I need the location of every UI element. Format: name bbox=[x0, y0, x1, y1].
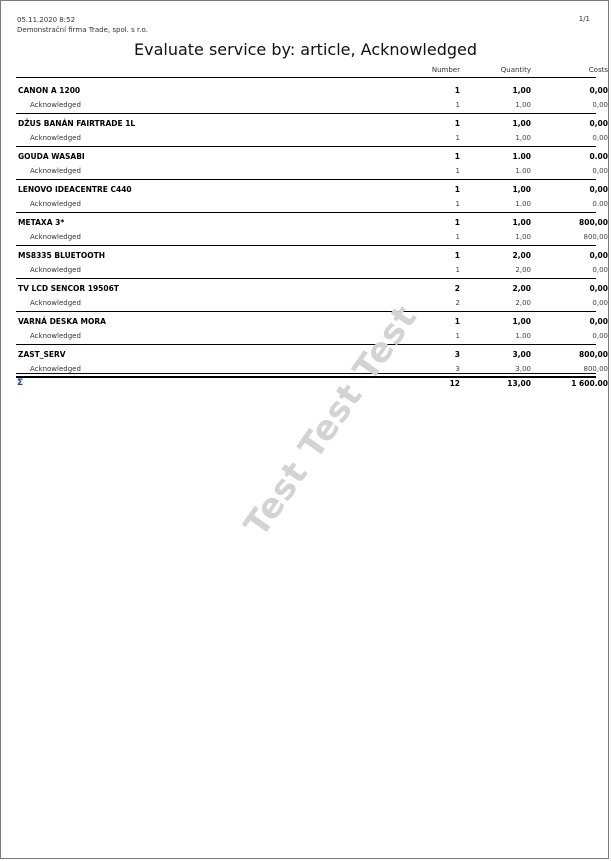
report-title: Evaluate service by: article, Acknowledged bbox=[133, 40, 477, 59]
article-costs: 0,00 bbox=[589, 185, 608, 194]
article-number: 1 bbox=[454, 251, 460, 260]
column-quantity: Quantity bbox=[500, 66, 531, 74]
article-group bbox=[16, 313, 608, 346]
article-number: 3 bbox=[454, 350, 460, 359]
article-quantity: 1,00 bbox=[512, 218, 531, 227]
status-label: Acknowledged bbox=[30, 134, 81, 142]
article-quantity: 1,00 bbox=[512, 317, 531, 326]
article-group bbox=[16, 247, 608, 280]
status-number: 1 bbox=[455, 134, 460, 142]
article-group bbox=[16, 82, 608, 115]
article-name: DŽUS BANÁN FAIRTRADE 1L bbox=[18, 119, 136, 128]
status-row bbox=[16, 231, 608, 246]
article-costs: 800,00 bbox=[579, 218, 608, 227]
article-quantity: 1,00 bbox=[512, 119, 531, 128]
article-row bbox=[16, 148, 608, 165]
status-row bbox=[16, 99, 608, 114]
status-label: Acknowledged bbox=[30, 365, 81, 373]
company-name: Demonstrační firma Trade, spol. s r.o. bbox=[17, 26, 148, 34]
status-quantity: 1.00 bbox=[515, 167, 531, 175]
status-costs: 0,00 bbox=[592, 101, 608, 109]
column-costs: Costs bbox=[588, 66, 608, 74]
article-row bbox=[16, 346, 608, 363]
status-number: 1 bbox=[455, 167, 460, 175]
article-costs: 0,00 bbox=[589, 317, 608, 326]
status-row bbox=[16, 330, 608, 345]
status-costs: 0,00 bbox=[592, 266, 608, 274]
article-name: LENOVO IDEACENTRE C440 bbox=[18, 185, 132, 194]
article-number: 1 bbox=[454, 119, 460, 128]
article-group bbox=[16, 148, 608, 181]
status-number: 1 bbox=[455, 266, 460, 274]
status-quantity: 1.00 bbox=[515, 332, 531, 340]
article-number: 1 bbox=[454, 218, 460, 227]
article-name: MS8335 BLUETOOTH bbox=[18, 251, 106, 260]
article-row bbox=[16, 82, 608, 99]
status-quantity: 2,00 bbox=[515, 299, 531, 307]
status-row bbox=[16, 165, 608, 180]
report-datetime: 05.11.2020 8:52 bbox=[17, 16, 76, 24]
status-number: 1 bbox=[455, 200, 460, 208]
status-label: Acknowledged bbox=[30, 332, 81, 340]
article-name: METAXA 3* bbox=[18, 218, 65, 227]
article-group bbox=[16, 280, 608, 313]
article-number: 2 bbox=[454, 284, 460, 293]
article-costs: 0,00 bbox=[589, 119, 608, 128]
status-costs: 800,00 bbox=[583, 365, 608, 373]
status-costs: 0,00 bbox=[592, 299, 608, 307]
status-number: 1 bbox=[455, 233, 460, 241]
article-quantity: 2,00 bbox=[512, 284, 531, 293]
sigma-icon: Σ bbox=[17, 378, 24, 388]
article-quantity: 1,00 bbox=[512, 86, 531, 95]
status-label: Acknowledged bbox=[30, 299, 81, 307]
column-headers bbox=[16, 65, 608, 78]
article-name: ZAST_SERV bbox=[18, 350, 66, 359]
article-row bbox=[16, 280, 608, 297]
article-group bbox=[16, 181, 608, 214]
status-costs: 0,00 bbox=[592, 134, 608, 142]
status-label: Acknowledged bbox=[30, 233, 81, 241]
status-label: Acknowledged bbox=[30, 101, 81, 109]
total-costs: 1 600.00 bbox=[571, 379, 608, 388]
article-row bbox=[16, 214, 608, 231]
article-quantity: 1,00 bbox=[512, 185, 531, 194]
article-name: TV LCD SENCOR 19506T bbox=[18, 284, 119, 293]
report-header bbox=[17, 15, 148, 35]
status-number: 1 bbox=[455, 332, 460, 340]
status-quantity: 2,00 bbox=[515, 266, 531, 274]
status-quantity: 1,00 bbox=[515, 134, 531, 142]
article-quantity: 3,00 bbox=[512, 350, 531, 359]
status-number: 2 bbox=[455, 299, 460, 307]
article-costs: 0,00 bbox=[589, 284, 608, 293]
column-number: Number bbox=[431, 66, 460, 74]
article-costs: 0.00 bbox=[589, 152, 608, 161]
article-quantity: 1.00 bbox=[512, 152, 531, 161]
status-costs: 0,00 bbox=[592, 332, 608, 340]
article-name: VARNÁ DESKA MORA bbox=[18, 317, 106, 326]
status-number: 1 bbox=[455, 101, 460, 109]
article-group bbox=[16, 115, 608, 148]
status-label: Acknowledged bbox=[30, 200, 81, 208]
status-costs: 0.00 bbox=[592, 200, 608, 208]
article-row bbox=[16, 115, 608, 132]
article-costs: 0,00 bbox=[589, 251, 608, 260]
status-number: 3 bbox=[455, 365, 460, 373]
status-costs: 800,00 bbox=[583, 233, 608, 241]
status-quantity: 3,00 bbox=[515, 365, 531, 373]
article-number: 1 bbox=[454, 86, 460, 95]
status-costs: 0,00 bbox=[592, 167, 608, 175]
total-quantity: 13,00 bbox=[507, 379, 531, 388]
total-row bbox=[16, 373, 608, 392]
total-number: 12 bbox=[449, 379, 460, 388]
article-row bbox=[16, 247, 608, 264]
article-number: 1 bbox=[454, 317, 460, 326]
status-quantity: 1,00 bbox=[515, 233, 531, 241]
status-label: Acknowledged bbox=[30, 266, 81, 274]
article-name: CANON A 1200 bbox=[18, 86, 81, 95]
article-row bbox=[16, 313, 608, 330]
status-row bbox=[16, 297, 608, 312]
watermark: Test Test Test bbox=[236, 297, 426, 545]
status-label: Acknowledged bbox=[30, 167, 81, 175]
article-number: 1 bbox=[454, 152, 460, 161]
article-name: GOUDA WASABI bbox=[18, 152, 85, 161]
status-quantity: 1,00 bbox=[515, 101, 531, 109]
page-number: 1/1 bbox=[578, 15, 590, 23]
status-quantity: 1.00 bbox=[515, 200, 531, 208]
article-quantity: 2,00 bbox=[512, 251, 531, 260]
status-row bbox=[16, 198, 608, 213]
article-group bbox=[16, 214, 608, 247]
status-row bbox=[16, 264, 608, 279]
article-costs: 0,00 bbox=[589, 86, 608, 95]
article-row bbox=[16, 181, 608, 198]
status-row bbox=[16, 132, 608, 147]
article-costs: 800,00 bbox=[579, 350, 608, 359]
total-double-rule bbox=[16, 376, 596, 377]
article-number: 1 bbox=[454, 185, 460, 194]
